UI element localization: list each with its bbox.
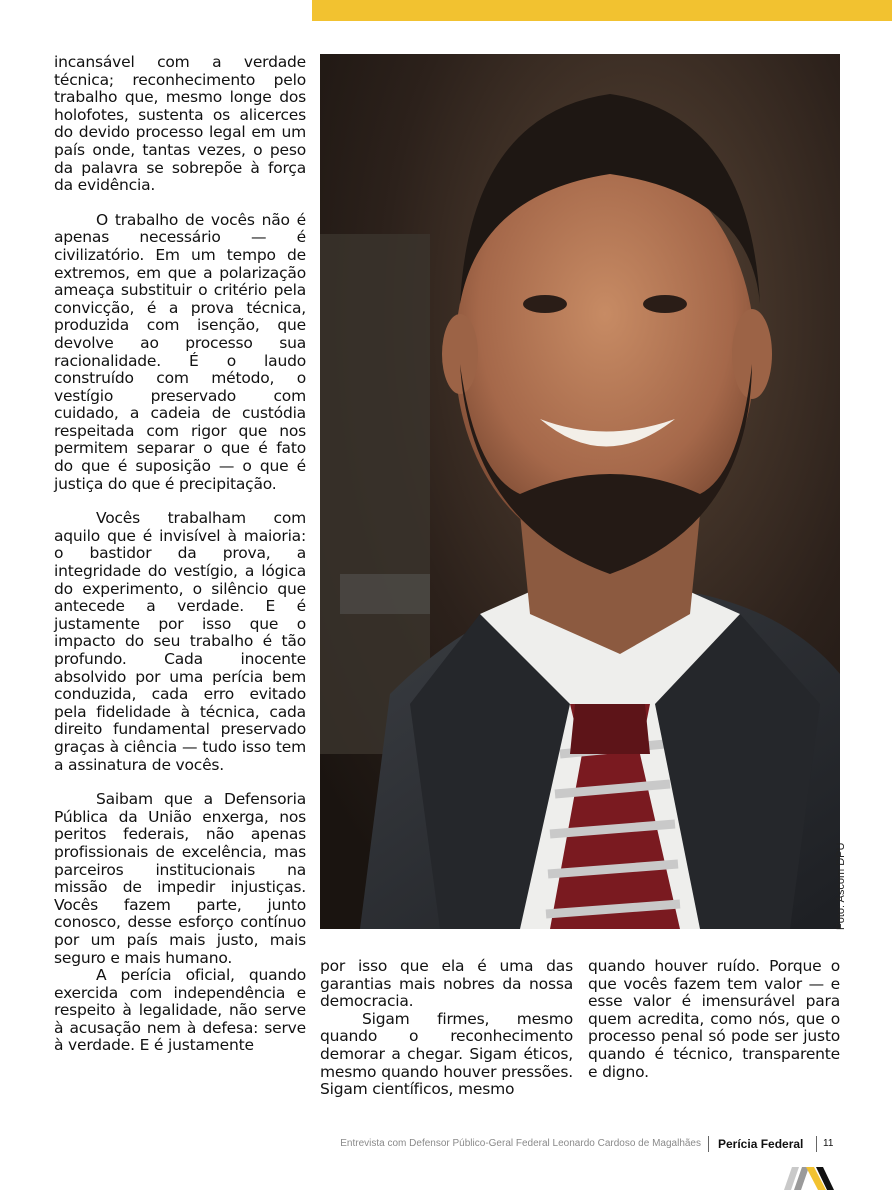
text-column-1 [54, 54, 306, 1055]
text-column-2 [320, 958, 573, 1099]
portrait-photo [320, 54, 840, 929]
paragraph: Saibam que a Defensoria Pública da União enxerga, nos peritos federais, não apenas profissionais de excelência, mas parceiros institucionais na missão de impedir injustiças. Vocês fazem parte, junto conosco, desse esforço contínuo por um país mais justo, mais seguro e mais humano. [54, 790, 306, 967]
page-number: 11 [823, 1138, 834, 1149]
page-footer [0, 1138, 892, 1154]
paragraph: quando houver ruído. Porque o que vocês fazem tem valor — e esse valor é imensurável para quem acredita, como nós, que o processo penal só pode ser justo quando é técnico, transparente e digno. [588, 957, 840, 1081]
paragraph: A perícia oficial, quando exercida com independência e respeito à legalidade, não serve à acusação nem à defesa: serve à verdade. E é justamente [54, 966, 306, 1055]
top-accent-bar [312, 0, 892, 21]
text-column-3 [588, 958, 840, 1081]
paragraph: por isso que ela é uma das garantias mais nobres da nossa democracia. [320, 957, 573, 1011]
footer-article-title: Entrevista com Defensor Público-Geral Federal Leonardo Cardoso de Magalhães [340, 1138, 701, 1149]
paragraph: O trabalho de vocês não é apenas necessário — é civilizatório. Em um tempo de extremos, em que a polarização ameaça substituir o critério pela convicção, é a prova técnica, produzida com isenção, que devolve ao processo sua racionalidade. É o laudo construído com método, o vestígio preservado com cuidado, a cadeia de custódia respeitada com rigor que nos permitem separar o que é fato do que é suposição — o que é justiça do que é precipitação. [54, 210, 306, 493]
paragraph: Sigam firmes, mesmo quando o reconhecimento demorar a chegar. Sigam éticos, mesmo quando houver pressões. Sigam científicos, mesmo [320, 1009, 573, 1099]
footer-divider [816, 1136, 817, 1152]
paragraph: incansável com a verdade técnica; reconhecimento pelo trabalho que, mesmo longe dos holofotes, sustenta os alicerces do devido processo legal em um país onde, tantas vezes, o peso da palavra se sobrepõe à força da evidência. [54, 53, 306, 195]
footer-magazine-name: Perícia Federal [718, 1137, 804, 1151]
paragraph: Vocês trabalham com aquilo que é invisível à maioria: o bastidor da prova, a integridade do vestígio, a lógica do experimento, o silêncio que antecede a verdade. E é justamente por isso que o impacto do seu trabalho é tão profundo. Cada inocente absolvido por uma perícia bem conduzida, cada erro evitado pela fidelidade à técnica, cada direito fundamental preservado graças à ciência — tudo isso tem a assinatura de vocês. [54, 509, 306, 774]
magazine-logo-icon [784, 1167, 834, 1190]
photo-credit: Foto: Ascom DPU [835, 842, 847, 930]
footer-divider [708, 1136, 709, 1152]
portrait-illustration [320, 54, 840, 929]
